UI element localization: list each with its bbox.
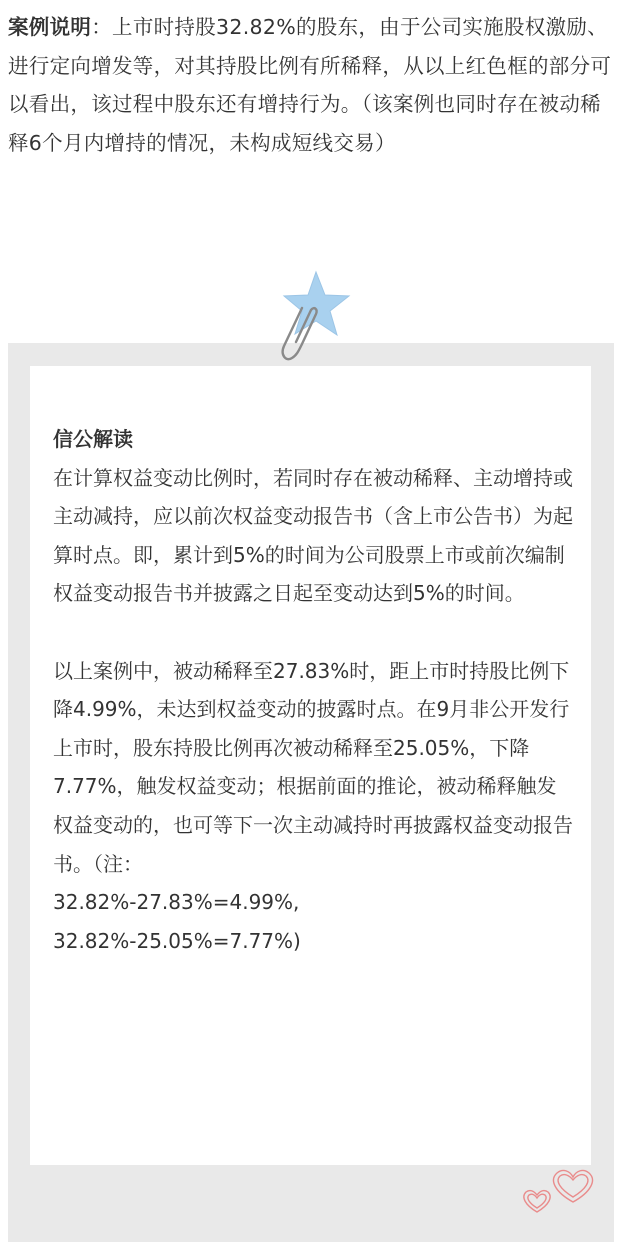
interpretation-body [53, 420, 573, 960]
paragraph-gap [53, 613, 573, 652]
case-text: 上市时持股32.82%的股东，由于公司实施股权激励、进行定向增发等，对其持股比例有所稀释，从以上红色框的部分可以看出，该过程中股东还有增持行为。（该案例也同时存在被动稀释6个月内增持的情况，未构成短线交易） [8, 15, 612, 155]
hearts-icon [515, 1162, 595, 1218]
formula-1: 32.82%-27.83%=4.99%, [53, 890, 300, 915]
case-explanation [8, 8, 614, 162]
formula-2: 32.82%-25.05%=7.77%) [53, 928, 301, 953]
small-heart-inner [528, 1194, 546, 1208]
paragraph-2: 以上案例中，被动稀释至27.83%时，距上市时持股比例下降4.99%，未达到权益变动的披露时点。在9月非公开发行上市时，股东持股比例再次被动稀释至25.05%，下降7.77%，触发权益变动；根据前面的推论，被动稀释触发权益变动的，也可等下一次主动减持时再披露权益变动报告书。（注： [53, 658, 573, 876]
star-paperclip-icon [272, 268, 352, 368]
paragraph-1: 在计算权益变动比例时，若同时存在被动稀释、主动增持或主动减持，应以前次权益变动报告书（含上市公告书）为起算时点。即，累计到5%的时间为公司股票上市或前次编制权益变动报告书并披露之日起至变动达到5%的时间。 [53, 465, 573, 606]
case-separator: ： [91, 15, 113, 39]
card-title: 信公解读 [53, 427, 133, 451]
case-label: 案例说明 [8, 15, 92, 39]
